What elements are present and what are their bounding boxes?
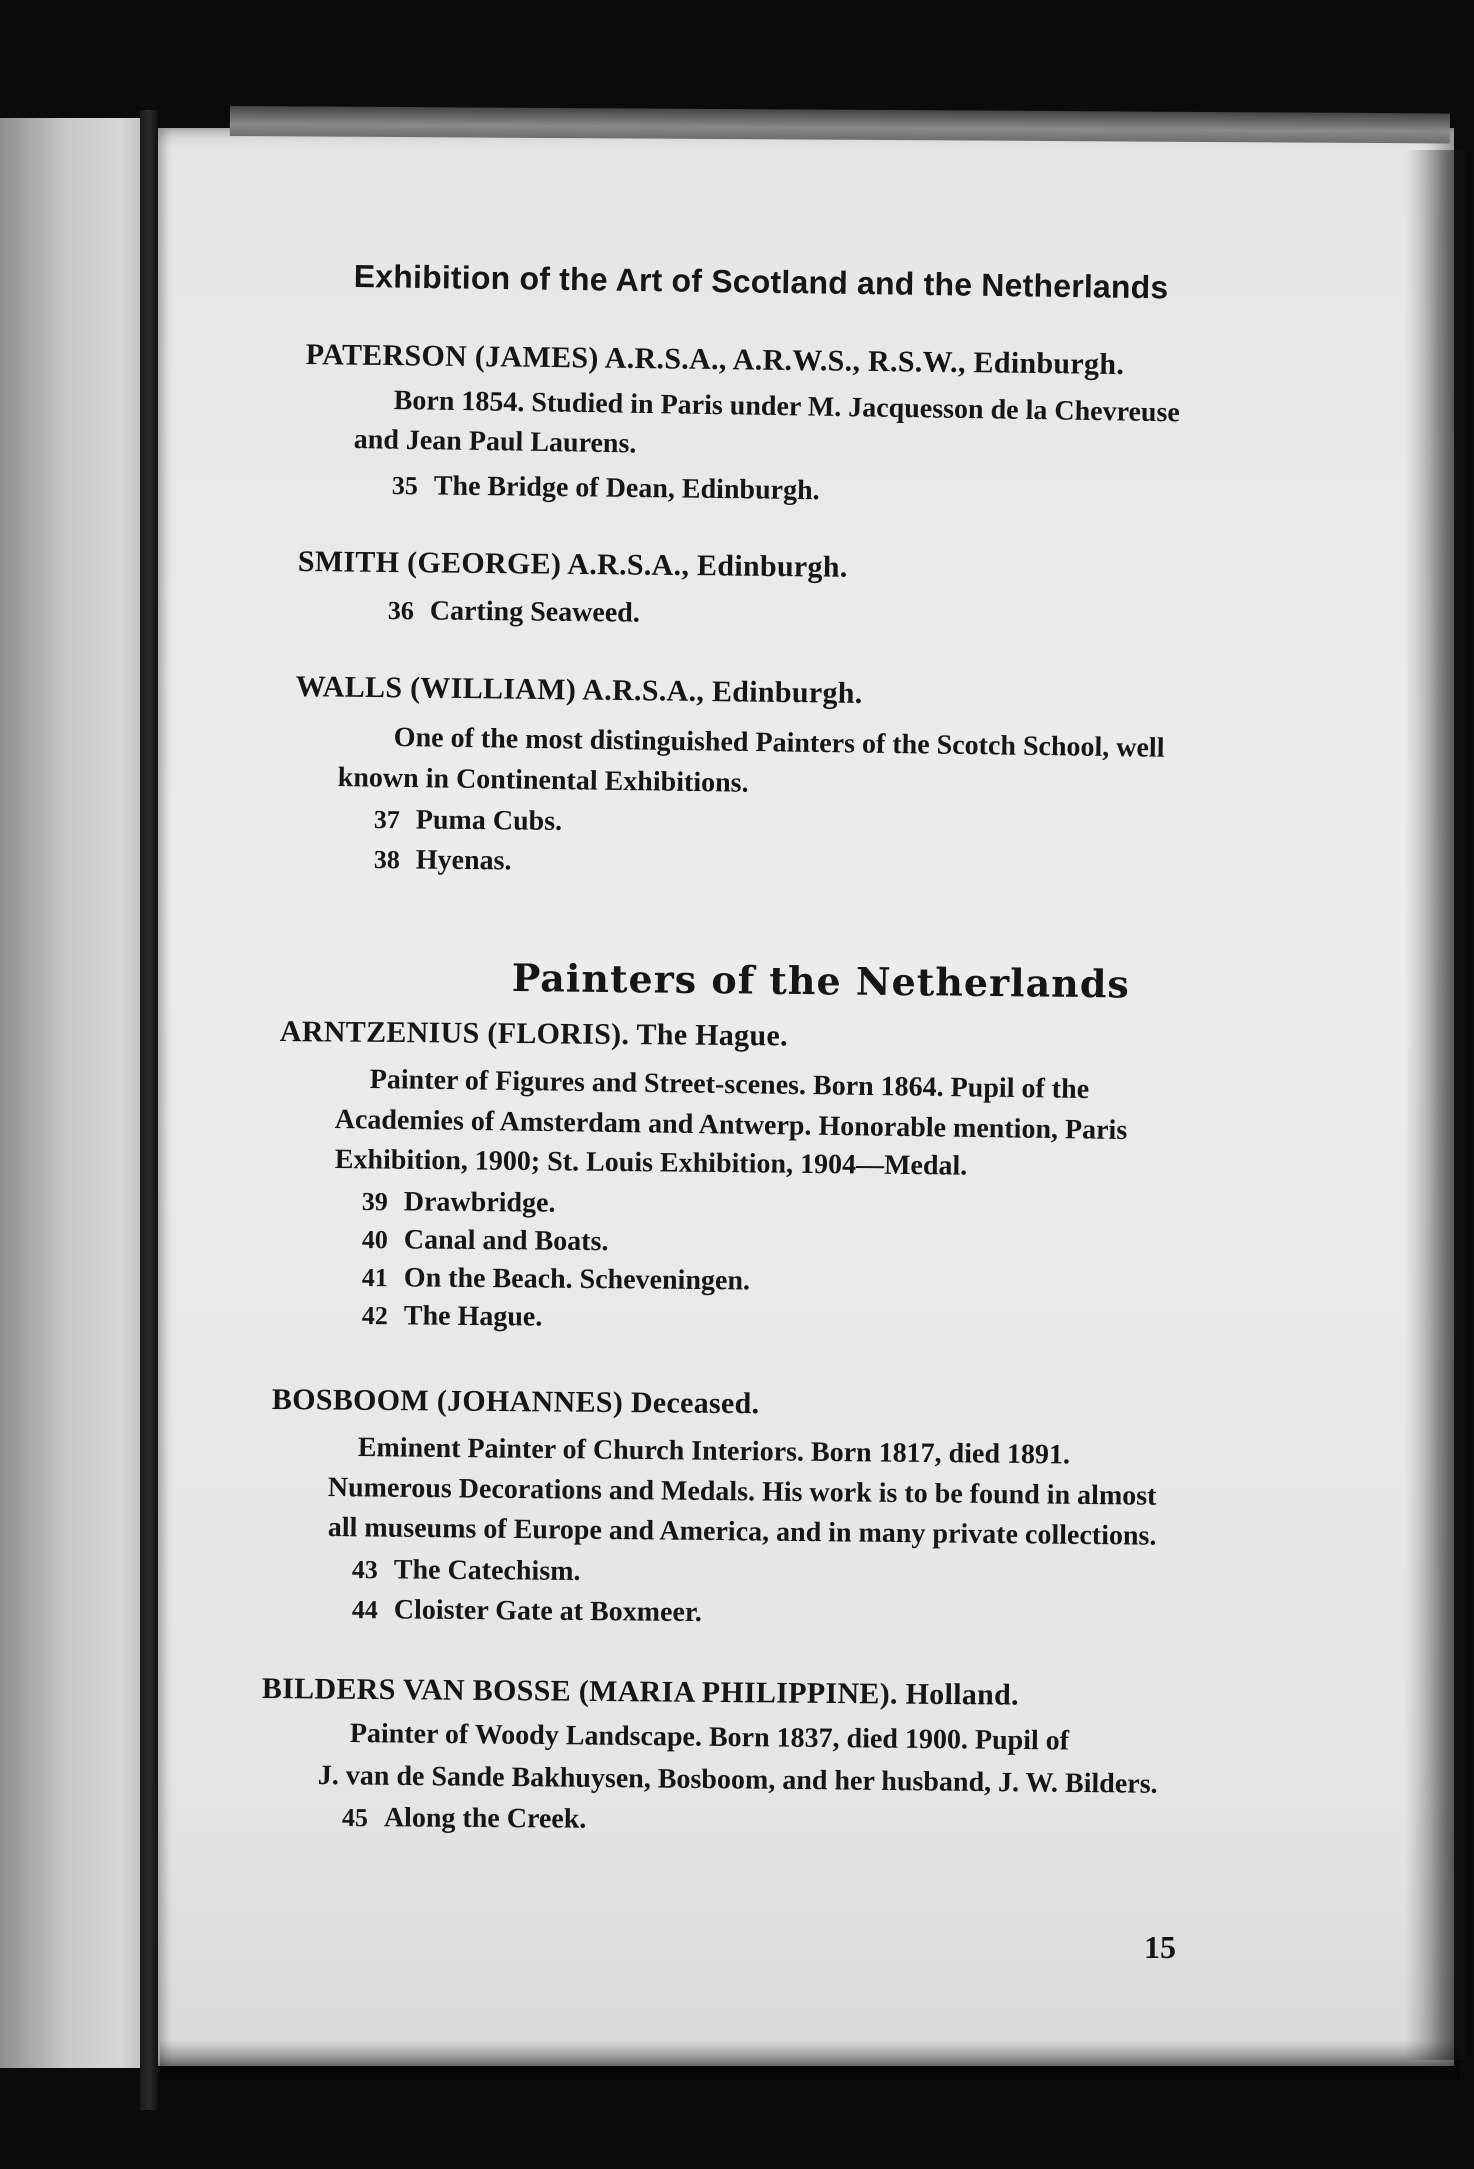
page-right-shadow <box>1405 150 1465 2060</box>
artist-heading-smith: SMITH (GEORGE) A.R.S.A., Edinburgh. <box>297 545 848 584</box>
catalogue-item <box>362 1300 543 1334</box>
artist-heading-arntzenius: ARNTZENIUS (FLORIS). The Hague. <box>279 1015 788 1053</box>
catalogue-item <box>362 1224 609 1258</box>
artist-heading-bosboom: BOSBOOM (JOHANNES) Deceased. <box>271 1383 760 1421</box>
bio-line: all museums of Europe and America, and in many private collections. <box>327 1512 1157 1552</box>
bio-line: One of the most distinguished Painters of the Scotch School, well <box>393 722 1165 764</box>
item-number: 42 <box>361 1301 388 1331</box>
item-number: 35 <box>391 470 418 501</box>
item-number: 43 <box>351 1555 378 1585</box>
bio-line: Academies of Amsterdam and Antwerp. Honorable mention, Paris <box>334 1104 1128 1147</box>
bio-line: Painter of Woody Landscape. Born 1837, died 1900. Pupil of <box>349 1718 1070 1757</box>
bio-line: Born 1854. Studied in Paris under M. Jacquesson de la Chevreuse <box>393 385 1181 429</box>
item-number: 37 <box>373 804 400 835</box>
item-title: Canal and Boats. <box>403 1224 609 1258</box>
item-title: The Bridge of Dean, Edinburgh. <box>433 470 820 507</box>
artist-heading-bilders-van-bosse: BILDERS VAN BOSSE (MARIA PHILIPPINE). Holland. <box>261 1672 1020 1712</box>
item-title: Carting Seaweed. <box>429 595 640 629</box>
catalogue-item <box>352 1594 702 1629</box>
bio-line: and Jean Paul Laurens. <box>353 424 637 460</box>
bio-line: Painter of Figures and Street-scenes. Born 1864. Pupil of the <box>369 1064 1090 1106</box>
book-spine <box>140 110 158 2110</box>
item-title: Hyenas. <box>415 844 512 877</box>
catalogue-item <box>392 470 820 507</box>
item-number: 44 <box>351 1595 378 1625</box>
bio-line: known in Continental Exhibitions. <box>337 762 749 799</box>
item-number: 41 <box>361 1263 388 1293</box>
bio-line: J. van de Sande Bakhuysen, Bosboom, and her husband, J. W. Bilders. <box>317 1760 1158 1800</box>
item-title: Cloister Gate at Boxmeer. <box>393 1594 702 1629</box>
item-title: Along the Creek. <box>383 1802 587 1835</box>
item-number: 38 <box>373 844 400 875</box>
item-title: On the Beach. Scheveningen. <box>403 1262 751 1297</box>
artist-heading-paterson: PATERSON (JAMES) A.R.S.A., A.R.W.S., R.S.W., Edinburgh. <box>305 338 1125 381</box>
item-title: The Hague. <box>403 1300 543 1333</box>
catalogue-item <box>362 1186 556 1220</box>
item-number: 39 <box>361 1187 388 1217</box>
bio-line: Exhibition, 1900; St. Louis Exhibition, 1904—Medal. <box>334 1144 968 1182</box>
artist-heading-walls: WALLS (WILLIAM) A.R.S.A., Edinburgh. <box>295 670 863 710</box>
catalogue-item <box>374 844 512 878</box>
item-number: 36 <box>387 595 414 626</box>
catalogue-item <box>388 595 640 630</box>
catalogue-item <box>362 1262 750 1298</box>
item-number: 40 <box>361 1225 388 1255</box>
facing-page-edge <box>0 118 150 2068</box>
bio-line: Numerous Decorations and Medals. His work is to be found in almost <box>327 1472 1157 1512</box>
page-title: Exhibition of the Art of Scotland and the Netherlands <box>353 258 1169 306</box>
bio-line: Eminent Painter of Church Interiors. Born 1817, died 1891. <box>357 1432 1071 1471</box>
catalogue-item <box>352 1554 581 1588</box>
section-heading-netherlands: Painters of the Netherlands <box>511 955 1131 1007</box>
item-title: Drawbridge. <box>403 1186 556 1219</box>
catalogue-item <box>342 1802 587 1836</box>
catalogue-item <box>374 804 563 838</box>
item-number: 45 <box>341 1803 368 1833</box>
item-title: The Catechism. <box>393 1554 581 1587</box>
page-bottom-shadow <box>160 2040 1460 2080</box>
item-title: Puma Cubs. <box>415 804 563 837</box>
page-number: 15 <box>1144 1929 1176 1965</box>
